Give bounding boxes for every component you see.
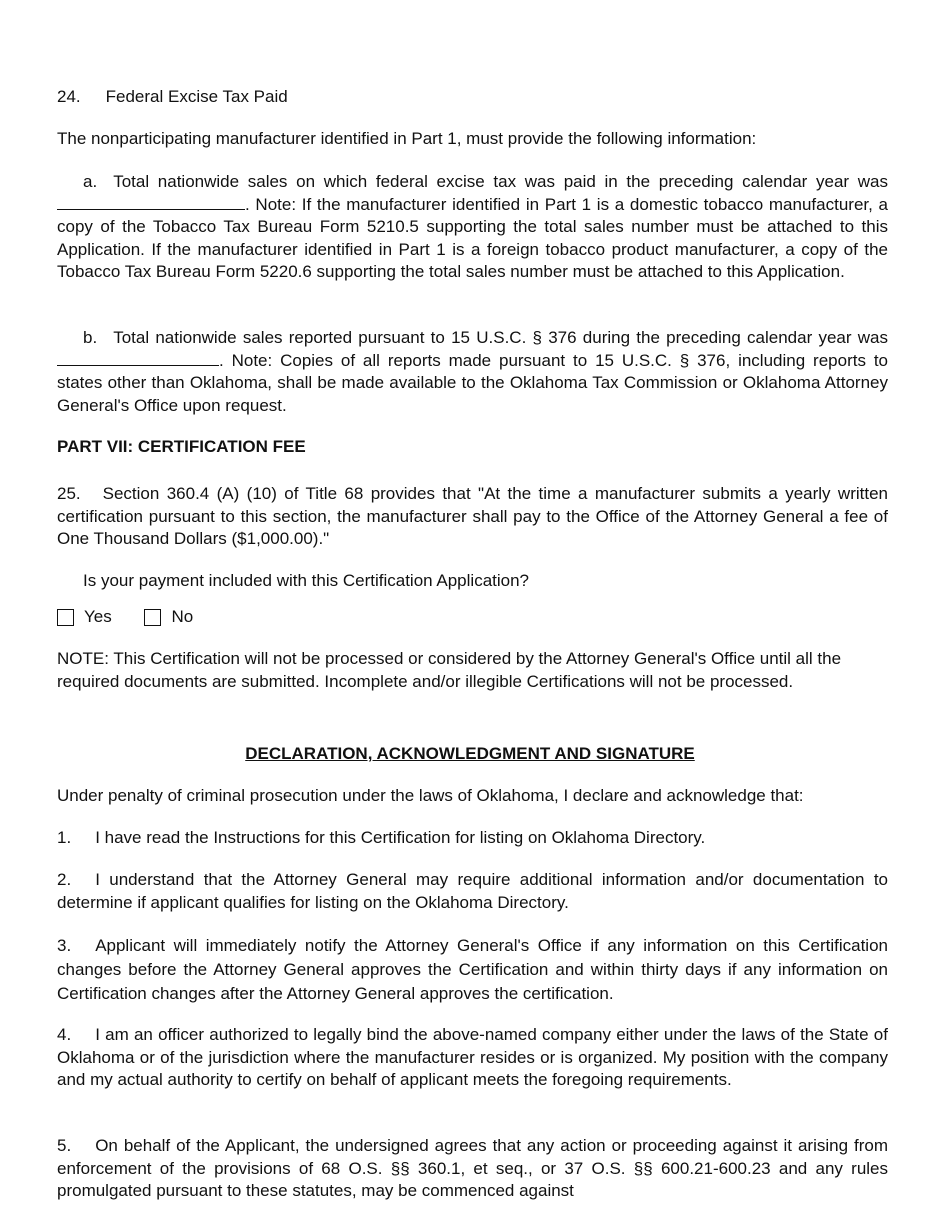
declaration-item-2 bbox=[57, 869, 888, 914]
no-label: No bbox=[171, 607, 194, 626]
yes-option[interactable] bbox=[57, 606, 112, 629]
total-sales-376-blank[interactable] bbox=[57, 350, 219, 366]
processing-note: NOTE: This Certification will not be processed or considered by the Attorney General's Office until all the required documents are submitted. Incomplete and/or illegible Certifications will not be processed. bbox=[57, 649, 842, 691]
declaration-item-2-text: I understand that the Attorney General may require additional information and/or documentation to determine if applicant qualifies for listing on the Oklahoma Directory. bbox=[57, 870, 888, 912]
item-a-label: a. bbox=[83, 172, 98, 191]
payment-options bbox=[57, 606, 888, 632]
declaration-item-4-text: I am an officer authorized to legally bind the above-named company either under the laws of the State of Oklahoma or of the jurisdiction where the manufacturer resides or is organized. My position with the company and my actual authority to certify on behalf of applicant meets the foregoing requirements. bbox=[57, 1025, 888, 1090]
item-a-paragraph bbox=[57, 171, 888, 284]
payment-question: Is your payment included with this Certification Application? bbox=[83, 571, 530, 590]
declaration-item-1 bbox=[57, 827, 888, 850]
declaration-item-3-text: Applicant will immediately notify the Attorney General's Office if any information on this Certification changes before the Attorney General approves the Certification and within thirty days if any information on Certification changes after the Attorney General approves the certification. bbox=[57, 936, 888, 1003]
part-vii-heading: PART VII: CERTIFICATION FEE bbox=[57, 437, 306, 456]
section-25-text: Section 360.4 (A) (10) of Title 68 provides that "At the time a manufacturer submits a yearly written certification pursuant to this section, the manufacturer shall pay to the Office of the Attorney General a fee of One Thousand Dollars ($1,000.00)." bbox=[57, 484, 888, 549]
total-sales-fet-blank[interactable] bbox=[57, 194, 245, 210]
declaration-intro: Under penalty of criminal prosecution under the laws of Oklahoma, I declare and acknowledge that: bbox=[57, 786, 804, 805]
section-25-paragraph bbox=[57, 483, 888, 551]
item-b-lead: Total nationwide sales reported pursuant to 15 U.S.C. § 376 during the preceding calendar year was bbox=[113, 328, 888, 347]
declaration-item-4 bbox=[57, 1024, 888, 1092]
declaration-item-5 bbox=[57, 1135, 888, 1203]
declaration-item-3-number: 3. bbox=[57, 936, 72, 955]
declaration-heading: DECLARATION, ACKNOWLEDGMENT AND SIGNATURE bbox=[245, 744, 695, 763]
section-25-number: 25. bbox=[57, 484, 81, 503]
declaration-item-1-text: I have read the Instructions for this Certification for listing on Oklahoma Directory. bbox=[95, 828, 706, 847]
declaration-item-3 bbox=[57, 934, 888, 1006]
item-b-label: b. bbox=[83, 328, 98, 347]
section-24-intro: The nonparticipating manufacturer identified in Part 1, must provide the following information: bbox=[57, 129, 757, 148]
yes-label: Yes bbox=[84, 607, 112, 626]
section-24-number: 24. bbox=[57, 87, 81, 106]
declaration-item-1-number: 1. bbox=[57, 828, 72, 847]
declaration-item-2-number: 2. bbox=[57, 870, 72, 889]
no-option[interactable] bbox=[144, 606, 193, 629]
section-24-heading bbox=[57, 86, 888, 109]
section-24-title: Federal Excise Tax Paid bbox=[105, 87, 288, 106]
no-checkbox[interactable] bbox=[144, 609, 161, 626]
yes-checkbox[interactable] bbox=[57, 609, 74, 626]
declaration-item-5-number: 5. bbox=[57, 1136, 72, 1155]
declaration-item-5-text: On behalf of the Applicant, the undersigned agrees that any action or proceeding against it arising from enforcement of the provisions of 68 O.S. §§ 360.1, et seq., or 37 O.S. §§ 600.21-600.23 and any rules promulgated pursuant to these statutes, may be commenced against bbox=[57, 1136, 888, 1201]
declaration-item-4-number: 4. bbox=[57, 1025, 72, 1044]
item-b-note: . Note: Copies of all reports made pursuant to 15 U.S.C. § 376, including reports to states other than Oklahoma, shall be made available to the Oklahoma Tax Commission or Oklahoma Attorney General's Office upon request. bbox=[57, 350, 888, 415]
item-a-lead: Total nationwide sales on which federal excise tax was paid in the preceding calendar year was bbox=[113, 172, 888, 191]
item-b-paragraph bbox=[57, 327, 888, 417]
item-a-note: . Note: If the manufacturer identified in Part 1 is a domestic tobacco manufacturer, a copy of the Tobacco Tax Bureau Form 5210.5 supporting the total sales number must be attached to this Application. If the manufacturer identified in Part 1 is a foreign tobacco product manufacturer, a copy of the Tobacco Tax Bureau Form 5220.6 supporting the total sales number must be attached to this Application. bbox=[57, 194, 888, 282]
